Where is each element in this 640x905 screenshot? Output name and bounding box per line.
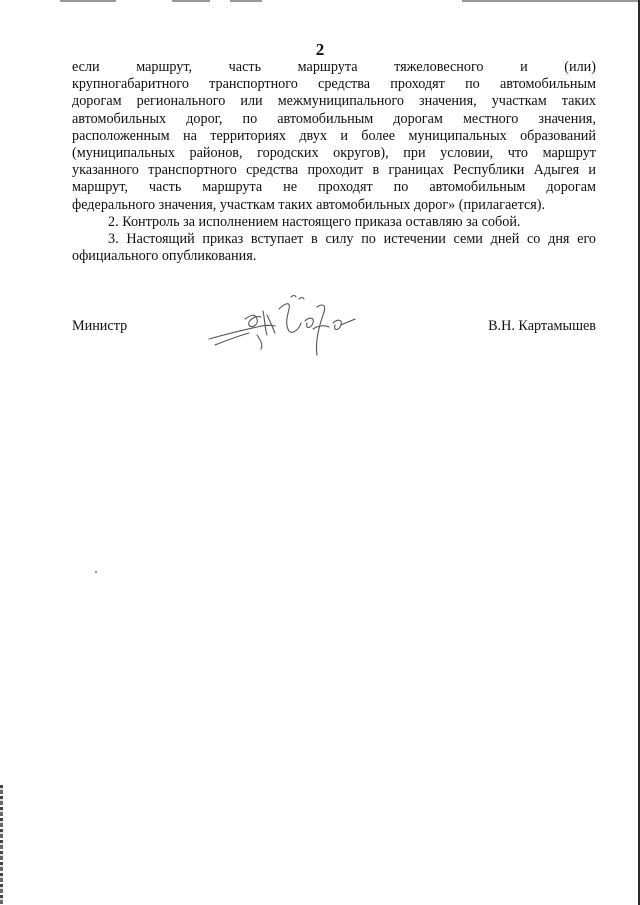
text-line: крупногабаритного транспортного средства проходят по автомобильным (72, 76, 596, 93)
text-line: официального опубликования. (72, 248, 257, 265)
text-line: автомобильных дорог, по автомобильным дорогам местного значения, (72, 110, 596, 127)
signer-name: В.Н. Картамышев (488, 318, 596, 334)
scan-speck (95, 571, 97, 573)
scan-left-artifact (0, 785, 3, 905)
text-line: дорогам регионального или межмуниципального значения, участкам таких (72, 93, 596, 110)
signature-block (72, 318, 596, 358)
signer-position: Министр (72, 318, 128, 334)
scan-edge-gap (116, 0, 172, 2)
text-line: если маршрут, часть маршрута тяжеловесного и (или) (72, 59, 596, 75)
text-line: 3. Настоящий приказ вступает в силу по истечении семи дней со дня его (108, 231, 596, 248)
continuation-paragraph (72, 59, 596, 214)
document-body (72, 59, 596, 265)
item-2-paragraph (72, 214, 596, 231)
text-line: маршрут, часть маршрута не проходят по автомобильным дорогам (72, 179, 596, 196)
scan-edge-gap (210, 0, 230, 2)
page-number: 2 (315, 40, 325, 59)
text-line: 2. Контроль за исполнением настоящего приказа оставляю за собой. (108, 213, 521, 230)
text-line: (муниципальных районов, городских округов), при условии, что маршрут (72, 145, 596, 162)
text-line: указанного транспортного средства проходит в границах Республики Адыгея и (72, 162, 596, 179)
text-line: расположенным на территориях двух и более муниципальных образований (72, 127, 596, 144)
text-line: федерального значения, участкам таких автомобильных дорог» (прилагается). (72, 196, 546, 213)
item-3-paragraph (72, 231, 596, 265)
scan-edge-gap (262, 0, 462, 2)
